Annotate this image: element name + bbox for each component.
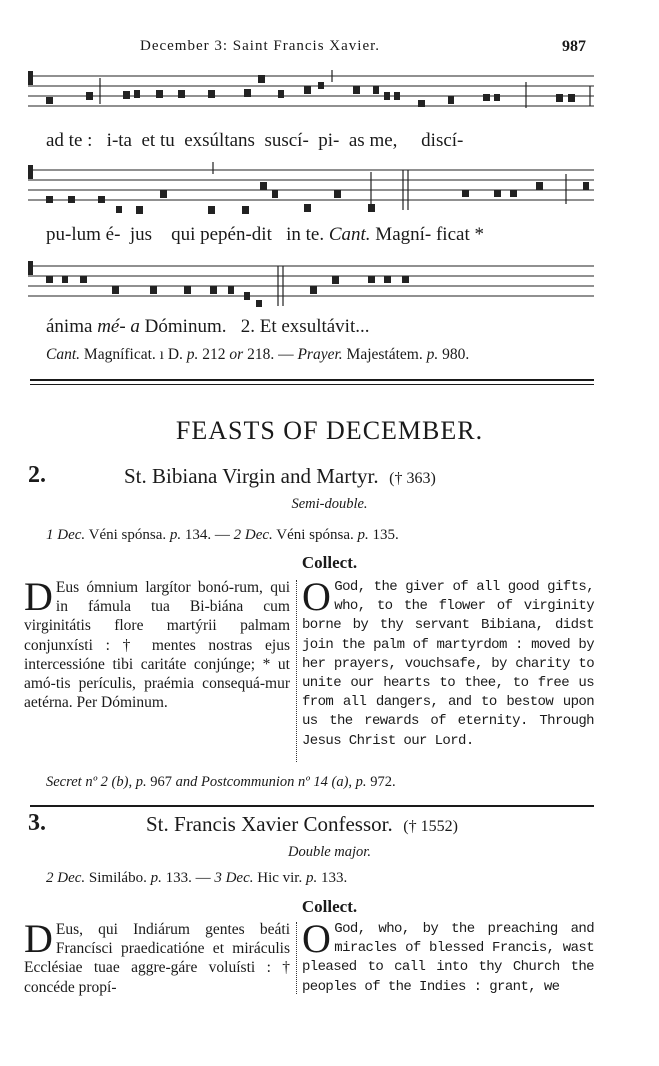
- feast-2-ant-e: 2 Dec.: [233, 527, 273, 543]
- feast-2-collect-heading: Collect.: [301, 553, 358, 572]
- feast-3-title: St. Francis Xavier Confessor.: [146, 812, 393, 836]
- divider-rule-top: [30, 379, 594, 381]
- feast-3-ant-f: Hic vir.: [253, 870, 306, 886]
- feast-3-latin-initial: D: [24, 916, 53, 961]
- feast-2-antiphons: [46, 527, 399, 544]
- feast-3-latin-text: Eus, qui Indiárum gentes beáti Francísci praedicatióne et miráculis Ecclésiae tuae aggre-gáre voluísti : † concéde propí-: [24, 921, 290, 996]
- cant-prayer-line: [46, 346, 469, 364]
- feast-2-number: 2.: [28, 462, 46, 488]
- feast-3-english-initial: O: [302, 916, 331, 961]
- feast-2-ant-f: Véni spónsa.: [272, 527, 358, 543]
- chant-lyrics-2-end: Magní- ficat *: [375, 224, 484, 245]
- feast-2-ant-g: p.: [357, 527, 369, 543]
- section-title: FEASTS OF DECEMBER.: [175, 416, 484, 445]
- feast-3-column-divider: [296, 922, 297, 994]
- feast-3-ant-c: p.: [150, 870, 162, 886]
- feast-2-english-initial: O: [302, 574, 331, 619]
- cant-p: p.: [186, 346, 199, 363]
- feast-2-heading: [124, 464, 436, 489]
- feast-3-ant-e: 3 Dec.: [214, 870, 254, 886]
- feast-2-ant-a: 1 Dec.: [46, 527, 86, 543]
- secret-page: 967: [146, 774, 176, 790]
- feast-3-latin-collect: [24, 916, 290, 997]
- feast-3-rank: Double major.: [288, 844, 371, 860]
- chant-lyrics-3: [46, 316, 370, 338]
- feast-2-secret-line: [46, 774, 396, 791]
- feast-2-ant-b: Véni spónsa.: [85, 527, 170, 543]
- postcommunion-ref: and Postcommunion nº 14 (a), p.: [175, 774, 367, 790]
- cant-ref: Magníficat. ı D.: [80, 346, 187, 363]
- feast-3-ant-h: 133.: [317, 870, 348, 886]
- feast-2-english-collect: [302, 574, 594, 751]
- cant-or: or: [229, 346, 244, 363]
- feast-3-heading: [146, 812, 458, 837]
- chant-lyrics-2-cant: Cant.: [328, 224, 371, 245]
- chant-staff-1: [28, 66, 594, 126]
- divider-rule-bottom: [30, 384, 594, 385]
- prayer-label: Prayer.: [297, 346, 343, 363]
- feast-2-rank: Semi-double.: [291, 496, 368, 512]
- feast-2-ant-c: p.: [169, 527, 182, 543]
- feast-3-english-collect: [302, 916, 594, 997]
- prayer-page: 980.: [438, 346, 470, 363]
- feast-3-ant-d: 133. —: [161, 870, 215, 886]
- running-head-title: December 3: Saint Francis Xavier.: [140, 38, 381, 54]
- cant-label: Cant.: [46, 346, 81, 363]
- chant-lyrics-3a: ánima: [46, 316, 98, 337]
- feast-3-ant-a: 2 Dec.: [46, 870, 86, 886]
- feast-3-ant-b: Similábo.: [85, 870, 151, 886]
- chant-staff-3: [28, 256, 594, 316]
- cant-page: 212: [198, 346, 230, 363]
- cant-page-alt: 218. —: [243, 346, 298, 363]
- secret-ref: Secret nº 2 (b), p.: [46, 774, 147, 790]
- feast-3-english-text: God, who, by the preaching and miracles of blessed Francis, wast pleased to call into thy Church the peoples of the Indies : grant, we: [302, 921, 594, 995]
- feast-2-latin-text: Eus ómnium largítor bonó-rum, qui in fámula tua Bi-biána cum virginitátis flore martýrii palmam conjunxísti : † mentes nostras ejus intercessióne tibi caritáte conjúnge; * ut amó-tis perículis, praémia consequá-mur aetérna. Per Dóminum.: [24, 579, 290, 712]
- chant-staff-2: [28, 160, 594, 220]
- prayer-ref: Majestátem.: [342, 346, 427, 363]
- chant-lyrics-3b: mé- a: [97, 316, 140, 337]
- chant-lyrics-2: [46, 224, 484, 246]
- feast-2-ant-h: 135.: [368, 527, 399, 543]
- feast-3-ant-g: p.: [305, 870, 318, 886]
- feast-3-year: († 1552): [403, 818, 458, 835]
- postcommunion-page: 972.: [366, 774, 396, 790]
- feast-2-title: St. Bibiana Virgin and Martyr.: [124, 464, 379, 488]
- feast-2-english-text: God, the giver of all good gifts, who, to the flower of virginity borne by thy servant Bibiana, didst join the palm of martyrdom : moved by her prayers, vouchsafe, by charity to unite our hearts to thee, to free us from all dangers, and to bestow upon us the rewards of eternity. Through Jesus Christ our Lord.: [302, 579, 594, 749]
- feast-2-ant-d: 134. —: [181, 527, 234, 543]
- chant-lyrics-1: ad te : i-ta et tu exsúltans suscí- pi- as me, discí-: [46, 130, 464, 151]
- chant-lyrics-2-text: pu-lum é- jus qui pepén-dit in te.: [46, 224, 325, 245]
- feast-3-antiphons: [46, 870, 347, 887]
- divider-rule-middle: [30, 805, 594, 807]
- feast-2-column-divider: [296, 580, 297, 762]
- page-number: 987: [562, 38, 586, 55]
- feast-3-number: 3.: [28, 810, 46, 836]
- feast-2-latin-initial: D: [24, 574, 53, 619]
- feast-2-latin-collect: [24, 574, 290, 712]
- feast-3-collect-heading: Collect.: [301, 897, 358, 916]
- feast-2-year: († 363): [389, 470, 436, 487]
- chant-lyrics-3c: Dóminum. 2. Et exsultávit...: [139, 316, 370, 337]
- prayer-p: p.: [426, 346, 439, 363]
